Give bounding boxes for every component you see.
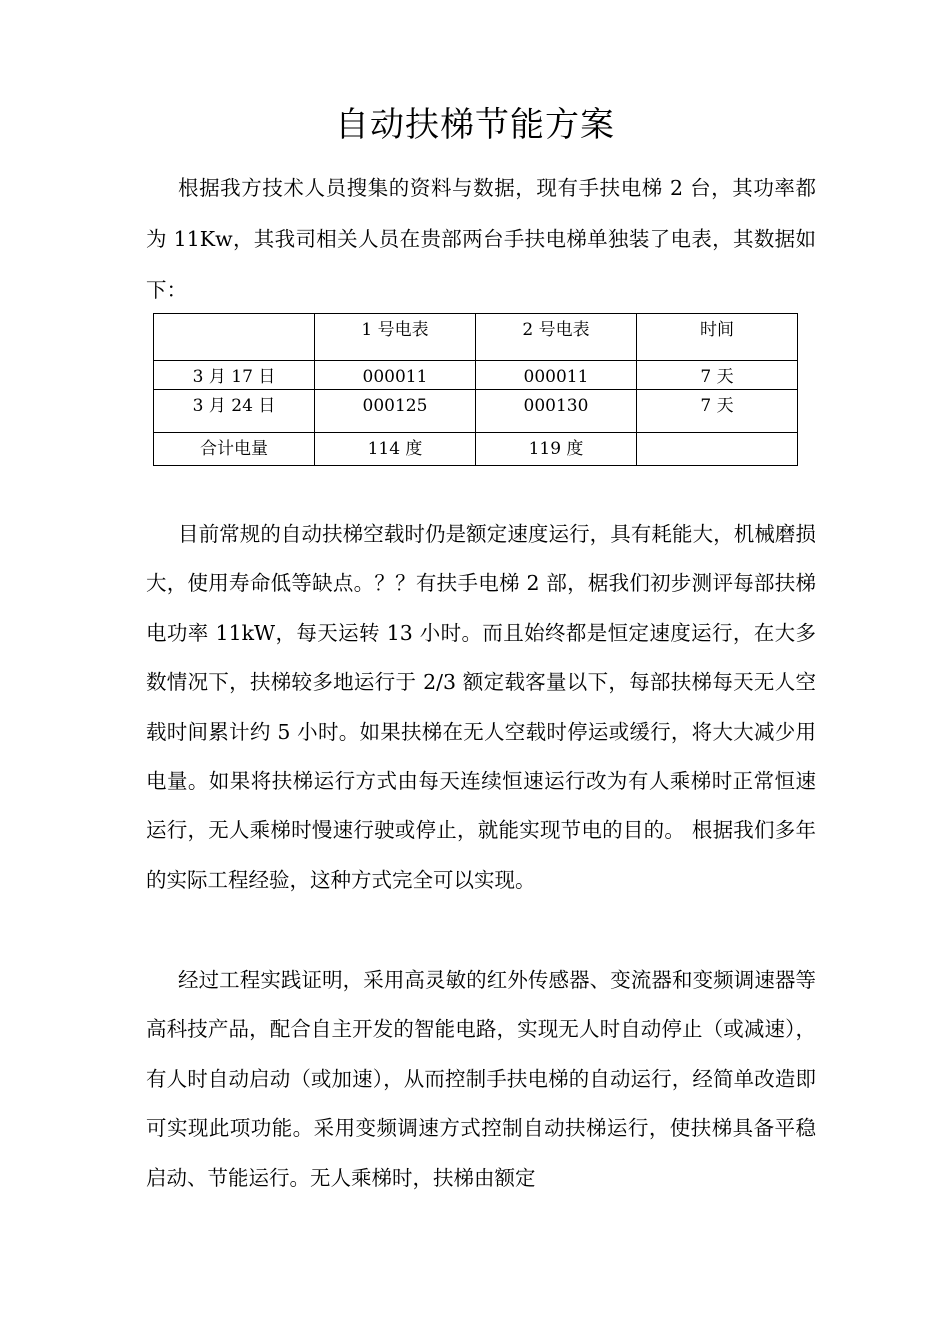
table-cell: 7 天 [637,390,798,433]
document-title: 自动扶梯节能方案 [335,105,615,145]
table-cell: 7 天 [637,361,798,390]
table-cell: 000011 [315,361,476,390]
table-cell: 000130 [476,390,637,433]
table-header-cell: 2 号电表 [476,314,637,361]
table-cell: 3 月 24 日 [154,390,315,433]
table-row [154,390,798,433]
table-header-cell [154,314,315,361]
table-header-cell: 时间 [637,314,798,361]
table-cell: 3 月 17 日 [154,361,315,390]
table-row [154,433,798,466]
table-cell: 114 度 [315,433,476,466]
meter-readings-table [153,313,798,466]
table-row [154,361,798,390]
table-cell [637,433,798,466]
table-cell: 000125 [315,390,476,433]
body-paragraph: 经过工程实践证明，采用高灵敏的红外传感器、变流器和变频调速器等高科技产品，配合自主开发的智能电路，实现无人时自动停止（或减速），有人时自动启动（或加速），从而控制手扶电梯的自动运行，经简单改造即可实现此项功能。采用变频调速方式控制自动扶梯运行，使扶梯具备平稳启动、节能运行。无人乘梯时，扶梯由额定 [146,968,816,1190]
body-paragraph: 目前常规的自动扶梯空载时仍是额定速度运行，具有耗能大，机械磨损大，使用寿命低等缺点。？？有扶手电梯 2 部，椐我们初步测评每部扶梯电功率 11kW，每天运转 13 小时。而且始终都是恒定速度运行，在大多数情况下，扶梯较多地运行于 2/3 额定载客量以下，每部扶梯每天无人空载时间累计约 5 小时。如果扶梯在无人空载时停运或缓行，将大大减少用电量。如果将扶梯运行方式由每天连续恒速运行改为有人乘梯时正常恒速运行，无人乘梯时慢速行驶或停止，就能实现节电的目的。 根据我们多年的实际工程经验，这种方式完全可以实现。 [146,522,816,892]
table-header-row [154,314,798,361]
intro-paragraph: 根据我方技术人员搜集的资料与数据，现有手扶电梯 2 台，其功率都为 11Kw，其我司相关人员在贵部两台手扶电梯单独装了电表，其数据如下： [146,176,816,302]
table-cell: 000011 [476,361,637,390]
table-cell: 合计电量 [154,433,315,466]
table-cell: 119 度 [476,433,637,466]
table-header-cell: 1 号电表 [315,314,476,361]
